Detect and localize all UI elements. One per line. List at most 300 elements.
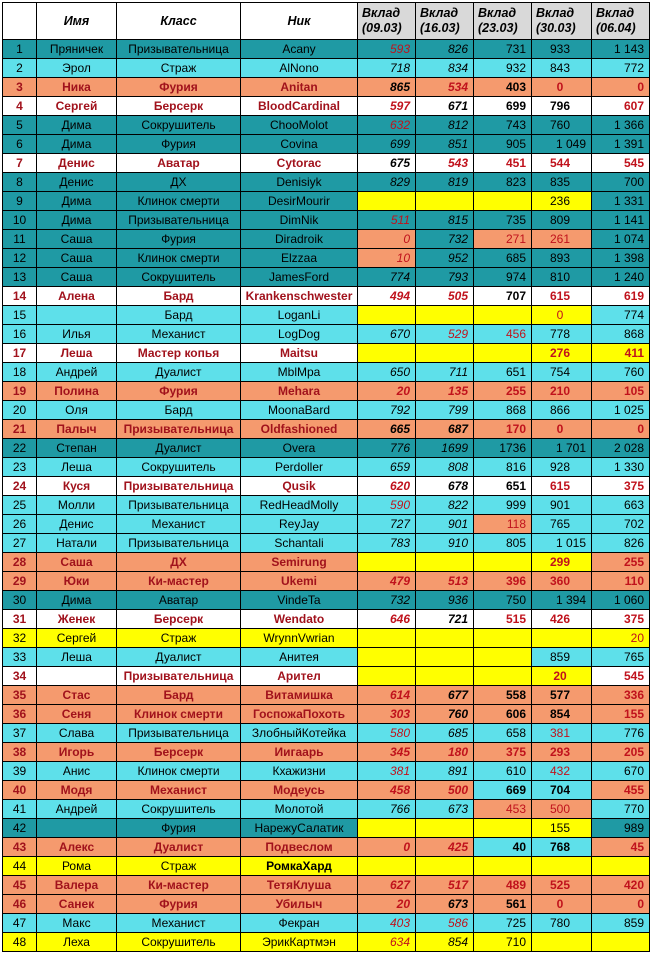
- contrib-cell: 336: [592, 686, 650, 705]
- player-name: Саша: [37, 230, 117, 249]
- player-nick: Витамишка: [241, 686, 358, 705]
- player-nick: Maitsu: [241, 344, 358, 363]
- contrib-cell: 210: [532, 382, 592, 401]
- player-class: Механист: [117, 515, 241, 534]
- player-name: Сеня: [37, 705, 117, 724]
- table-row: [3, 325, 650, 344]
- contrib-cell: 360: [532, 572, 592, 591]
- player-class: Механист: [117, 325, 241, 344]
- table-row: [3, 401, 650, 420]
- contrib-cell: 20: [532, 667, 592, 686]
- contrib-cell: 868: [474, 401, 532, 420]
- contrib-cell: 426: [532, 610, 592, 629]
- player-nick: Mehara: [241, 382, 358, 401]
- table-row: [3, 477, 650, 496]
- contrib-cell: [474, 192, 532, 211]
- contrib-cell: 999: [474, 496, 532, 515]
- row-number: 10: [3, 211, 37, 230]
- player-nick: BloodCardinal: [241, 97, 358, 116]
- table-row: [3, 382, 650, 401]
- table-row: [3, 439, 650, 458]
- contrib-cell: 0: [358, 230, 416, 249]
- contrib-cell: 205: [592, 743, 650, 762]
- contrib-cell: 1 015: [532, 534, 592, 553]
- player-nick: Фекран: [241, 914, 358, 933]
- contrib-cell: 597: [358, 97, 416, 116]
- player-class: Аватар: [117, 154, 241, 173]
- contrib-cell: [358, 857, 416, 876]
- table-row: [3, 534, 650, 553]
- contrib-cell: 671: [416, 97, 474, 116]
- player-name: Алена: [37, 287, 117, 306]
- header-name: Имя: [37, 3, 117, 40]
- contrib-cell: 1699: [416, 439, 474, 458]
- contrib-cell: 865: [358, 78, 416, 97]
- contrib-cell: 891: [416, 762, 474, 781]
- row-number: 21: [3, 420, 37, 439]
- contrib-cell: 766: [358, 800, 416, 819]
- player-nick: Молотой: [241, 800, 358, 819]
- contrib-cell: 1 025: [592, 401, 650, 420]
- table-row: [3, 287, 650, 306]
- player-name: Денис: [37, 173, 117, 192]
- contrib-cell: 544: [532, 154, 592, 173]
- row-number: 3: [3, 78, 37, 97]
- player-class: ДХ: [117, 173, 241, 192]
- player-nick: DimNik: [241, 211, 358, 230]
- contrib-cell: 772: [592, 59, 650, 78]
- contrib-cell: 670: [592, 762, 650, 781]
- row-number: 37: [3, 724, 37, 743]
- contrib-cell: 826: [416, 40, 474, 59]
- contrib-cell: 375: [592, 610, 650, 629]
- contrib-cell: 796: [532, 97, 592, 116]
- player-class: Сокрушитель: [117, 933, 241, 952]
- table-row: [3, 629, 650, 648]
- player-class: Ки-мастер: [117, 876, 241, 895]
- player-name: Степан: [37, 439, 117, 458]
- contrib-cell: 375: [592, 477, 650, 496]
- player-class: Призывательница: [117, 211, 241, 230]
- contrib-cell: 702: [592, 515, 650, 534]
- contrib-cell: 1 141: [592, 211, 650, 230]
- contrib-cell: 1 366: [592, 116, 650, 135]
- player-class: Фурия: [117, 230, 241, 249]
- player-class: Берсерк: [117, 743, 241, 762]
- contrib-cell: 776: [358, 439, 416, 458]
- contrib-cell: 851: [416, 135, 474, 154]
- contrib-cell: 669: [474, 781, 532, 800]
- player-name: Алекс: [37, 838, 117, 857]
- contrib-cell: 577: [532, 686, 592, 705]
- contrib-cell: 1 331: [592, 192, 650, 211]
- contrib-cell: 816: [474, 458, 532, 477]
- header-contrib-5: Вклад (06.04): [592, 3, 650, 40]
- player-class: Призывательница: [117, 496, 241, 515]
- contrib-cell: 651: [474, 363, 532, 382]
- table-row: [3, 306, 650, 325]
- contrib-cell: 670: [358, 325, 416, 344]
- header-row: [3, 3, 650, 40]
- contrib-cell: 455: [592, 781, 650, 800]
- table-row: [3, 857, 650, 876]
- player-name: Дима: [37, 211, 117, 230]
- contribution-table: [2, 2, 650, 952]
- row-number: 43: [3, 838, 37, 857]
- contrib-cell: [592, 857, 650, 876]
- row-number: 35: [3, 686, 37, 705]
- contrib-cell: [532, 857, 592, 876]
- contrib-cell: 255: [474, 382, 532, 401]
- contrib-cell: [532, 629, 592, 648]
- contrib-cell: 458: [358, 781, 416, 800]
- contrib-cell: 1 394: [532, 591, 592, 610]
- player-nick: Anitan: [241, 78, 358, 97]
- contrib-cell: 774: [358, 268, 416, 287]
- contrib-cell: 866: [532, 401, 592, 420]
- player-class: Бард: [117, 287, 241, 306]
- row-number: 45: [3, 876, 37, 895]
- contrib-cell: 590: [358, 496, 416, 515]
- player-name: Денис: [37, 515, 117, 534]
- row-number: 14: [3, 287, 37, 306]
- player-nick: DesirMourir: [241, 192, 358, 211]
- table-row: [3, 344, 650, 363]
- table-row: [3, 610, 650, 629]
- row-number: 22: [3, 439, 37, 458]
- table-row: [3, 40, 650, 59]
- contrib-cell: 453: [474, 800, 532, 819]
- player-name: Сергей: [37, 629, 117, 648]
- player-name: Дима: [37, 192, 117, 211]
- row-number: 39: [3, 762, 37, 781]
- table-row: [3, 211, 650, 230]
- contrib-cell: [474, 648, 532, 667]
- row-number: 38: [3, 743, 37, 762]
- contrib-cell: 808: [416, 458, 474, 477]
- contrib-cell: 868: [592, 325, 650, 344]
- contrib-cell: [474, 629, 532, 648]
- contrib-cell: [592, 933, 650, 952]
- player-class: Сокрушитель: [117, 116, 241, 135]
- contrib-cell: 0: [532, 306, 592, 325]
- table-row: [3, 667, 650, 686]
- player-nick: MblMpa: [241, 363, 358, 382]
- contrib-cell: [358, 819, 416, 838]
- player-name: Женек: [37, 610, 117, 629]
- contrib-cell: 699: [358, 135, 416, 154]
- table-body: [3, 40, 650, 952]
- contrib-cell: 0: [592, 895, 650, 914]
- table-row: [3, 97, 650, 116]
- contrib-cell: 505: [416, 287, 474, 306]
- row-number: 1: [3, 40, 37, 59]
- contrib-cell: 381: [358, 762, 416, 781]
- contrib-cell: 155: [592, 705, 650, 724]
- contrib-cell: 989: [592, 819, 650, 838]
- header-contrib-3: Вклад (23.03): [474, 3, 532, 40]
- contrib-cell: 731: [474, 40, 532, 59]
- contrib-cell: 529: [416, 325, 474, 344]
- contrib-cell: 479: [358, 572, 416, 591]
- header-contrib-1: Вклад (09.03): [358, 3, 416, 40]
- row-number: 41: [3, 800, 37, 819]
- contrib-cell: 725: [474, 914, 532, 933]
- contrib-cell: 517: [416, 876, 474, 895]
- row-number: 2: [3, 59, 37, 78]
- contrib-cell: 893: [532, 249, 592, 268]
- contrib-cell: 451: [474, 154, 532, 173]
- contrib-cell: 732: [416, 230, 474, 249]
- contrib-cell: 910: [416, 534, 474, 553]
- contrib-cell: 651: [474, 477, 532, 496]
- contrib-cell: 780: [532, 914, 592, 933]
- player-name: Валера: [37, 876, 117, 895]
- player-nick: JamesFord: [241, 268, 358, 287]
- contrib-cell: 403: [474, 78, 532, 97]
- table-row: [3, 762, 650, 781]
- table-row: [3, 458, 650, 477]
- contrib-cell: [416, 648, 474, 667]
- player-class: Мастер копья: [117, 344, 241, 363]
- table-row: [3, 420, 650, 439]
- player-class: Призывательница: [117, 724, 241, 743]
- contrib-cell: 545: [592, 154, 650, 173]
- contrib-cell: 1 240: [592, 268, 650, 287]
- contrib-cell: 303: [358, 705, 416, 724]
- player-nick: Oldfashioned: [241, 420, 358, 439]
- contrib-cell: 593: [358, 40, 416, 59]
- contrib-cell: 675: [358, 154, 416, 173]
- player-nick: Подвеслом: [241, 838, 358, 857]
- player-nick: Cytorac: [241, 154, 358, 173]
- contrib-cell: 727: [358, 515, 416, 534]
- table-row: [3, 78, 650, 97]
- player-nick: Diradroik: [241, 230, 358, 249]
- contrib-cell: [358, 629, 416, 648]
- player-nick: ЗлобныйКотейка: [241, 724, 358, 743]
- player-nick: Wendato: [241, 610, 358, 629]
- contrib-cell: [474, 344, 532, 363]
- contrib-cell: 933: [532, 40, 592, 59]
- table-row: [3, 363, 650, 382]
- player-name: Палыч: [37, 420, 117, 439]
- contrib-cell: [358, 306, 416, 325]
- player-name: [37, 306, 117, 325]
- contrib-cell: [358, 648, 416, 667]
- contrib-cell: 774: [592, 306, 650, 325]
- row-number: 28: [3, 553, 37, 572]
- player-nick: Qusik: [241, 477, 358, 496]
- contrib-cell: 425: [416, 838, 474, 857]
- row-number: 9: [3, 192, 37, 211]
- contrib-cell: 812: [416, 116, 474, 135]
- table-row: [3, 268, 650, 287]
- row-number: 32: [3, 629, 37, 648]
- table-row: [3, 819, 650, 838]
- player-nick: НарежуСалатик: [241, 819, 358, 838]
- row-number: 5: [3, 116, 37, 135]
- contrib-cell: 0: [592, 420, 650, 439]
- table-row: [3, 743, 650, 762]
- contrib-cell: 700: [592, 173, 650, 192]
- contrib-cell: 0: [358, 838, 416, 857]
- player-name: Натали: [37, 534, 117, 553]
- player-nick: Арител: [241, 667, 358, 686]
- player-nick: ГоспожаПохоть: [241, 705, 358, 724]
- player-name: Леха: [37, 933, 117, 952]
- header-num: [3, 3, 37, 40]
- contrib-cell: 500: [532, 800, 592, 819]
- contrib-cell: [416, 667, 474, 686]
- contrib-cell: 40: [474, 838, 532, 857]
- contrib-cell: 658: [474, 724, 532, 743]
- contrib-cell: 489: [474, 876, 532, 895]
- player-class: Дуалист: [117, 439, 241, 458]
- player-name: Андрей: [37, 363, 117, 382]
- contrib-cell: 829: [358, 173, 416, 192]
- player-name: Игорь: [37, 743, 117, 762]
- player-name: Слава: [37, 724, 117, 743]
- contrib-cell: [416, 553, 474, 572]
- contrib-cell: 805: [474, 534, 532, 553]
- contrib-cell: 673: [416, 800, 474, 819]
- contrib-cell: [416, 857, 474, 876]
- contrib-cell: 792: [358, 401, 416, 420]
- table-row: [3, 591, 650, 610]
- contrib-cell: 236: [532, 192, 592, 211]
- player-class: Берсерк: [117, 97, 241, 116]
- contrib-cell: 819: [416, 173, 474, 192]
- contrib-cell: 10: [358, 249, 416, 268]
- table-row: [3, 572, 650, 591]
- contrib-cell: 810: [532, 268, 592, 287]
- player-name: Леша: [37, 344, 117, 363]
- contrib-cell: 619: [592, 287, 650, 306]
- contrib-cell: 606: [474, 705, 532, 724]
- player-nick: LoganLi: [241, 306, 358, 325]
- player-class: Ки-мастер: [117, 572, 241, 591]
- contrib-cell: 543: [416, 154, 474, 173]
- table-row: [3, 686, 650, 705]
- contrib-cell: 834: [416, 59, 474, 78]
- contrib-cell: 299: [532, 553, 592, 572]
- player-nick: Убилыч: [241, 895, 358, 914]
- player-class: Фурия: [117, 819, 241, 838]
- player-nick: Covina: [241, 135, 358, 154]
- contrib-cell: 859: [592, 914, 650, 933]
- player-name: Куся: [37, 477, 117, 496]
- row-number: 44: [3, 857, 37, 876]
- player-nick: Кхажизни: [241, 762, 358, 781]
- contrib-cell: 765: [592, 648, 650, 667]
- player-class: Механист: [117, 914, 241, 933]
- contrib-cell: 155: [532, 819, 592, 838]
- player-name: Рома: [37, 857, 117, 876]
- contrib-cell: 799: [416, 401, 474, 420]
- player-name: Саша: [37, 249, 117, 268]
- contrib-cell: 1 060: [592, 591, 650, 610]
- contrib-cell: 952: [416, 249, 474, 268]
- player-nick: MoonaBard: [241, 401, 358, 420]
- table-row: [3, 116, 650, 135]
- contrib-cell: 685: [416, 724, 474, 743]
- row-number: 25: [3, 496, 37, 515]
- contrib-cell: 793: [416, 268, 474, 287]
- contrib-cell: 1 701: [532, 439, 592, 458]
- player-name: Дима: [37, 116, 117, 135]
- player-class: Призывательница: [117, 534, 241, 553]
- row-number: 8: [3, 173, 37, 192]
- contrib-cell: 515: [474, 610, 532, 629]
- player-class: Механист: [117, 781, 241, 800]
- contrib-cell: 396: [474, 572, 532, 591]
- contrib-cell: 685: [474, 249, 532, 268]
- row-number: 17: [3, 344, 37, 363]
- table-row: [3, 876, 650, 895]
- contrib-cell: 735: [474, 211, 532, 230]
- contrib-cell: 687: [416, 420, 474, 439]
- contrib-cell: 0: [532, 420, 592, 439]
- player-class: Призывательница: [117, 40, 241, 59]
- player-name: Дима: [37, 135, 117, 154]
- player-nick: LogDog: [241, 325, 358, 344]
- contrib-cell: 783: [358, 534, 416, 553]
- player-name: Модя: [37, 781, 117, 800]
- contrib-cell: [358, 667, 416, 686]
- contrib-cell: 110: [592, 572, 650, 591]
- contrib-cell: [474, 553, 532, 572]
- row-number: 6: [3, 135, 37, 154]
- contrib-cell: 711: [416, 363, 474, 382]
- table-row: [3, 724, 650, 743]
- contrib-cell: 663: [592, 496, 650, 515]
- row-number: 27: [3, 534, 37, 553]
- contrib-cell: 586: [416, 914, 474, 933]
- contrib-cell: 135: [416, 382, 474, 401]
- player-name: Юки: [37, 572, 117, 591]
- table-row: [3, 173, 650, 192]
- contrib-cell: 293: [532, 743, 592, 762]
- player-class: Дуалист: [117, 363, 241, 382]
- contrib-cell: 699: [474, 97, 532, 116]
- row-number: 15: [3, 306, 37, 325]
- player-name: Саша: [37, 268, 117, 287]
- contrib-cell: 1 074: [592, 230, 650, 249]
- contrib-cell: 901: [532, 496, 592, 515]
- contrib-cell: 105: [592, 382, 650, 401]
- player-class: Клинок смерти: [117, 249, 241, 268]
- row-number: 11: [3, 230, 37, 249]
- row-number: 16: [3, 325, 37, 344]
- row-number: 13: [3, 268, 37, 287]
- contrib-cell: 823: [474, 173, 532, 192]
- player-name: [37, 667, 117, 686]
- player-name: Стас: [37, 686, 117, 705]
- player-class: Страж: [117, 629, 241, 648]
- contrib-cell: 732: [358, 591, 416, 610]
- contrib-cell: 276: [532, 344, 592, 363]
- row-number: 48: [3, 933, 37, 952]
- player-name: Сергей: [37, 97, 117, 116]
- contrib-cell: [416, 306, 474, 325]
- player-nick: Иигаарь: [241, 743, 358, 762]
- player-class: Клинок смерти: [117, 705, 241, 724]
- contrib-cell: [474, 857, 532, 876]
- row-number: 20: [3, 401, 37, 420]
- player-class: Фурия: [117, 135, 241, 154]
- contrib-cell: 815: [416, 211, 474, 230]
